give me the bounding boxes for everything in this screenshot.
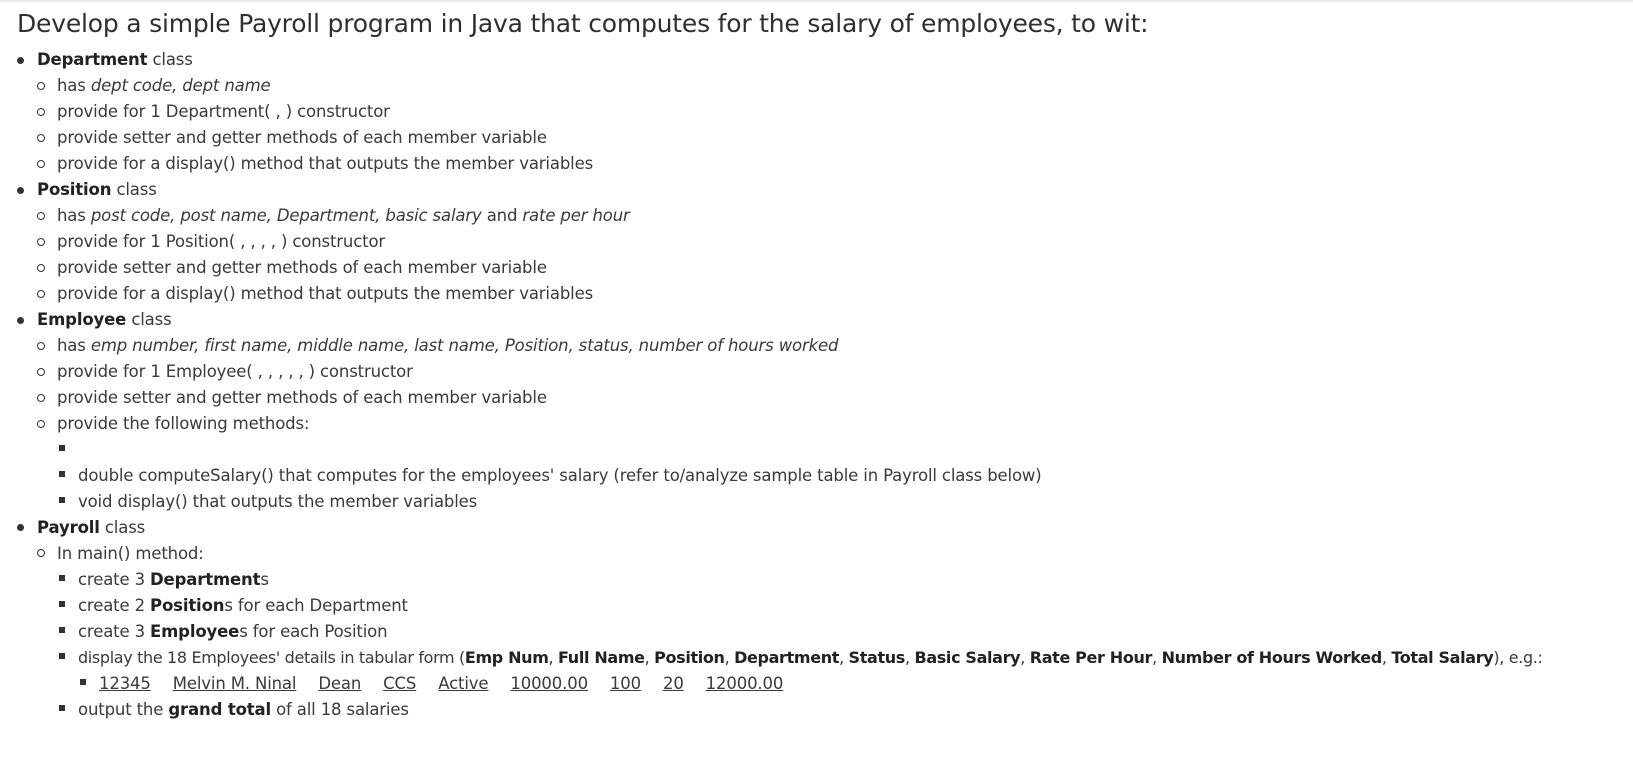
department-display: provide for a display() method that outputs the member variables <box>57 154 594 173</box>
bullet-disc <box>17 524 24 531</box>
position-fields: has post code, post name, Department, basic salary and rate per hour <box>57 206 630 225</box>
bullet-square <box>59 601 65 607</box>
employee-constructor: provide for 1 Employee( , , , , , ) constructor <box>57 362 413 381</box>
bullet-circle <box>37 290 45 298</box>
bullet-square <box>59 575 65 581</box>
employee-heading: Employee class <box>37 310 172 329</box>
page-title: Develop a simple Payroll program in Java that computes for the salary of employees, to wit: <box>17 9 1149 38</box>
sample-rate-per-hour: 100 <box>609 674 641 693</box>
employee-methods-intro: provide the following methods: <box>57 414 310 433</box>
department-constructor: provide for 1 Department( , ) constructor <box>57 102 390 121</box>
payroll-create-employees: create 3 Employees for each Position <box>78 622 388 641</box>
bullet-circle <box>37 238 45 246</box>
column-status: Status <box>848 648 905 667</box>
sample-position: Dean <box>318 674 362 693</box>
employee-fields: has emp number, first name, middle name, last name, Position, status, number of hours worked <box>57 336 839 355</box>
bullet-circle <box>37 420 45 428</box>
payroll-create-positions: create 2 Positions for each Department <box>78 596 408 615</box>
payroll-output-grand-total: output the grand total of all 18 salaries <box>78 700 409 719</box>
position-heading: Position class <box>37 180 157 199</box>
payroll-main-intro: In main() method: <box>57 544 204 563</box>
bullet-circle <box>37 160 45 168</box>
sample-full-name: Melvin M. Ninal <box>172 674 297 693</box>
column-rate-per-hour: Rate Per Hour <box>1029 648 1153 667</box>
sample-total-salary: 12000.00 <box>705 674 784 693</box>
payroll-heading: Payroll class <box>37 518 146 537</box>
sample-status: Active <box>438 674 489 693</box>
sample-department: CCS <box>383 674 417 693</box>
bullet-disc <box>17 317 24 324</box>
column-department: Department <box>734 648 840 667</box>
bullet-square <box>59 653 65 659</box>
bullet-circle <box>37 368 45 376</box>
bullet-square <box>59 627 65 633</box>
position-constructor: provide for 1 Position( , , , , ) constructor <box>57 232 386 251</box>
department-heading: Department class <box>37 50 193 69</box>
bullet-circle <box>37 342 45 350</box>
department-setters: provide setter and getter methods of each member variable <box>57 128 547 147</box>
bullet-circle <box>37 549 45 557</box>
bullet-disc <box>17 57 24 64</box>
bullet-disc <box>17 187 24 194</box>
bullet-square <box>80 679 86 685</box>
bullet-circle <box>37 264 45 272</box>
bullet-circle <box>37 394 45 402</box>
employee-method-display: void display() that outputs the member variables <box>78 492 478 511</box>
payroll-display-tabular: display the 18 Employees' details in tabular form (Emp Num, Full Name, Position, Department, Status, Basic Salary, Rate Per Hour, Number of Hours Worked, Total Salary), e.g.: <box>78 648 1543 667</box>
bullet-circle <box>37 212 45 220</box>
column-position: Position <box>654 648 725 667</box>
column-hours-worked: Number of Hours Worked <box>1161 648 1382 667</box>
position-setters: provide setter and getter methods of each member variable <box>57 258 547 277</box>
sample-emp-num: 12345 <box>99 674 151 693</box>
sample-hours-worked: 20 <box>662 674 684 693</box>
position-display: provide for a display() method that outputs the member variables <box>57 284 594 303</box>
bullet-square <box>59 705 65 711</box>
column-basic-salary: Basic Salary <box>914 648 1021 667</box>
column-total-salary: Total Salary <box>1391 648 1494 667</box>
payroll-sample-row <box>99 671 783 697</box>
bullet-square <box>59 497 65 503</box>
bullet-circle <box>37 82 45 90</box>
column-full-name: Full Name <box>558 648 645 667</box>
bullet-square <box>59 471 65 477</box>
sample-basic-salary: 10000.00 <box>510 674 588 693</box>
bullet-square-empty <box>59 445 65 451</box>
column-emp-num: Emp Num <box>464 648 549 667</box>
employee-setters: provide setter and getter methods of each member variable <box>57 388 547 407</box>
bullet-circle <box>37 134 45 142</box>
top-divider <box>0 0 1633 3</box>
employee-method-compute: double computeSalary() that computes for the employees' salary (refer to/analyze sample table in Payroll class below) <box>78 466 1042 485</box>
bullet-circle <box>37 108 45 116</box>
department-fields: has dept code, dept name <box>57 76 271 95</box>
payroll-create-departments: create 3 Departments <box>78 570 269 589</box>
